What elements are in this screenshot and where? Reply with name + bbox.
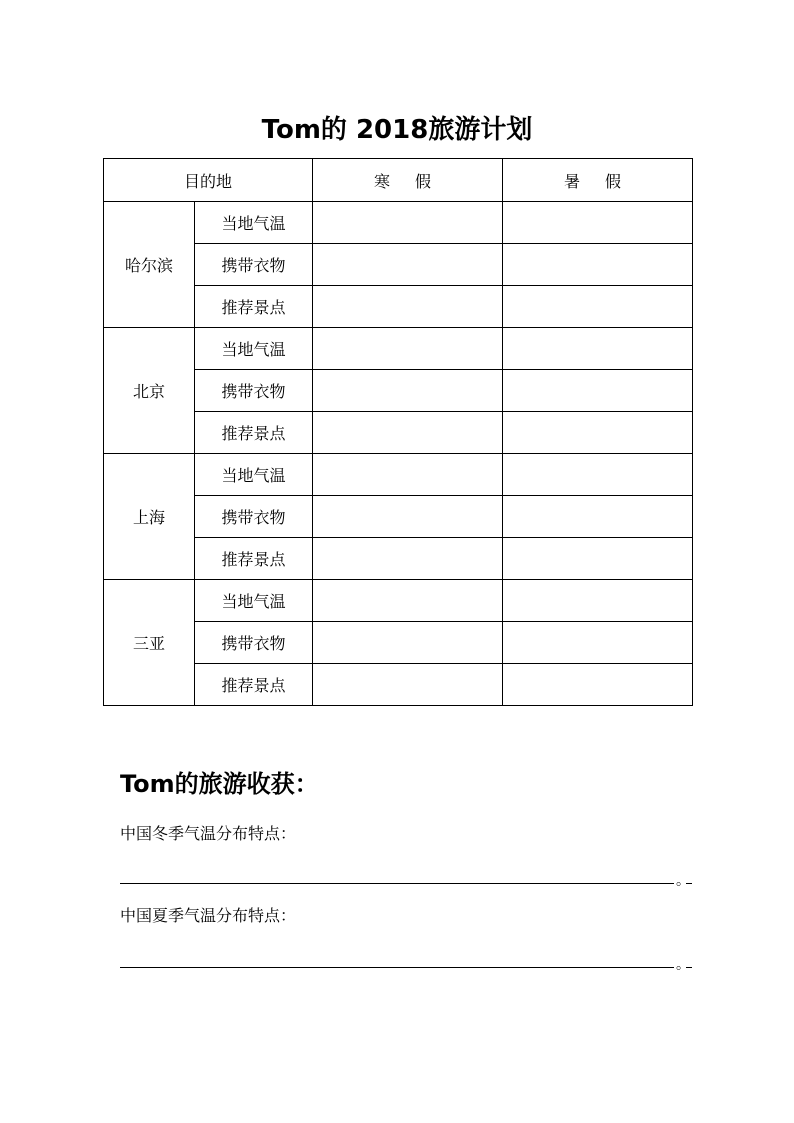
page-title: Tom的 2018旅游计划 <box>261 115 533 145</box>
winter-temperature-cell[interactable] <box>313 454 503 496</box>
travel-plan-table <box>103 158 693 706</box>
end-mark: 。 <box>676 957 690 973</box>
summer-prompt: 中国夏季气温分布特点： <box>120 906 297 925</box>
winter-temperature-cell[interactable] <box>313 328 503 370</box>
winter-clothing-cell[interactable] <box>313 496 503 538</box>
winter-attractions-cell[interactable] <box>313 412 503 454</box>
winter-clothing-cell[interactable] <box>313 370 503 412</box>
winter-clothing-cell[interactable] <box>313 244 503 286</box>
row-label-temperature: 当地气温 <box>195 580 313 622</box>
summer-clothing-cell[interactable] <box>503 244 693 286</box>
table-row <box>104 202 693 244</box>
answer-underline-tail <box>686 883 692 884</box>
row-label-temperature: 当地气温 <box>195 202 313 244</box>
winter-attractions-cell[interactable] <box>313 538 503 580</box>
winter-temperature-cell[interactable] <box>313 202 503 244</box>
destination-cell-shanghai: 上海 <box>104 454 195 580</box>
summer-temperature-cell[interactable] <box>503 454 693 496</box>
table-row <box>104 454 693 496</box>
summer-clothing-cell[interactable] <box>503 622 693 664</box>
table-row <box>104 580 693 622</box>
row-label-attractions: 推荐景点 <box>195 286 313 328</box>
winter-answer-line[interactable] <box>120 862 692 889</box>
row-label-attractions: 推荐景点 <box>195 664 313 706</box>
row-label-attractions: 推荐景点 <box>195 412 313 454</box>
summer-temperature-cell[interactable] <box>503 328 693 370</box>
summer-attractions-cell[interactable] <box>503 664 693 706</box>
row-label-clothing: 携带衣物 <box>195 622 313 664</box>
winter-clothing-cell[interactable] <box>313 622 503 664</box>
summer-clothing-cell[interactable] <box>503 496 693 538</box>
destination-cell-beijing: 北京 <box>104 328 195 454</box>
answer-underline-tail <box>686 967 692 968</box>
header-winter-vacation: 寒 假 <box>313 159 503 202</box>
summer-temperature-cell[interactable] <box>503 202 693 244</box>
end-mark: 。 <box>676 873 690 889</box>
destination-cell-sanya: 三亚 <box>104 580 195 706</box>
row-label-clothing: 携带衣物 <box>195 244 313 286</box>
destination-cell-harbin: 哈尔滨 <box>104 202 195 328</box>
summer-attractions-cell[interactable] <box>503 412 693 454</box>
table-header-row <box>104 159 693 202</box>
summer-temperature-cell[interactable] <box>503 580 693 622</box>
answer-underline <box>120 883 674 884</box>
row-label-temperature: 当地气温 <box>195 454 313 496</box>
row-label-temperature: 当地气温 <box>195 328 313 370</box>
table-row <box>104 328 693 370</box>
header-summer-vacation: 暑 假 <box>503 159 693 202</box>
summer-answer-line[interactable] <box>120 946 692 973</box>
row-label-clothing: 携带衣物 <box>195 496 313 538</box>
summer-clothing-cell[interactable] <box>503 370 693 412</box>
winter-attractions-cell[interactable] <box>313 286 503 328</box>
row-label-clothing: 携带衣物 <box>195 370 313 412</box>
answer-underline <box>120 967 674 968</box>
summary-title: Tom的旅游收获： <box>120 770 319 798</box>
row-label-attractions: 推荐景点 <box>195 538 313 580</box>
header-destination: 目的地 <box>104 159 313 202</box>
winter-prompt: 中国冬季气温分布特点： <box>120 824 297 843</box>
winter-attractions-cell[interactable] <box>313 664 503 706</box>
summer-attractions-cell[interactable] <box>503 538 693 580</box>
summer-attractions-cell[interactable] <box>503 286 693 328</box>
winter-temperature-cell[interactable] <box>313 580 503 622</box>
